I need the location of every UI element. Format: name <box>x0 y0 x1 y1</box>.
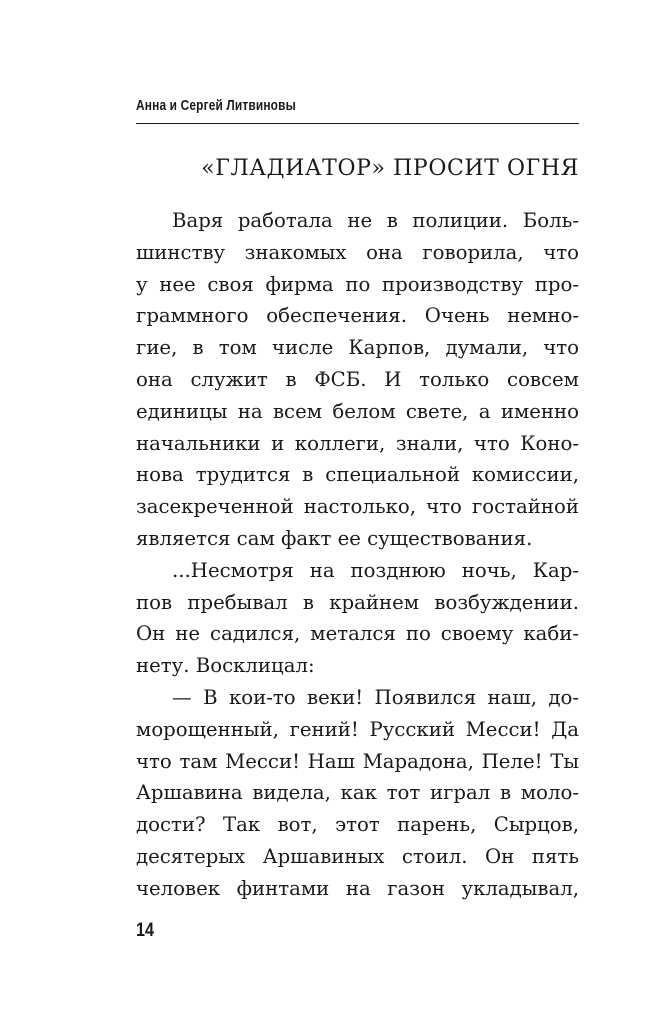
text-line: ...Несмотря на позднюю ночь, Кар- <box>172 558 579 582</box>
text-line: Он не садился, метался по своему каби- <box>136 622 579 646</box>
text-line: морощенный, гений! Русский Месси! Да <box>136 717 579 741</box>
text-line: шинству знакомых она говорила, что <box>136 240 579 264</box>
page-number: 14 <box>136 920 154 941</box>
text-line: единицы на всем белом свете, а именно <box>136 399 579 423</box>
text-line: нету. Восклицал: <box>136 654 315 678</box>
text-line: гие, в том числе Карпов, думали, что <box>136 336 579 360</box>
text-line: Аршавина видела, как тот играл в моло- <box>136 781 579 805</box>
running-head: Анна и Сергей Литвиновы <box>136 98 296 114</box>
text-line: граммного обеспечения. Очень немно- <box>136 304 579 328</box>
text-line: она служит в ФСБ. И только совсем <box>136 367 579 391</box>
text-line: что там Месси! Наш Марадона, Пеле! Ты <box>136 749 579 773</box>
text-line: человек финтами на газон укладывал, <box>136 876 579 900</box>
chapter-title: «ГЛАДИАТОР» ПРОСИТ ОГНЯ <box>201 156 579 181</box>
header-rule <box>136 123 579 124</box>
text-line: дости? Так вот, этот парень, Сырцов, <box>136 813 579 837</box>
text-line: у нее своя фирма по производству про- <box>136 272 579 296</box>
text-line: является сам факт ее существования. <box>136 526 533 550</box>
text-line: пов пребывал в крайнем возбуждении. <box>136 590 579 614</box>
text-line: нова трудится в специальной комиссии, <box>136 463 579 487</box>
text-line: — В кои-то веки! Появился наш, до- <box>172 685 579 709</box>
body-text <box>136 205 579 905</box>
text-line: начальники и коллеги, знали, что Коно- <box>136 431 579 455</box>
text-line: Варя работала не в полиции. Боль- <box>172 209 579 232</box>
text-line: засекреченной настолько, что гостайной <box>136 495 579 519</box>
text-line: десятерых Аршавиных стоил. Он пять <box>136 844 579 868</box>
